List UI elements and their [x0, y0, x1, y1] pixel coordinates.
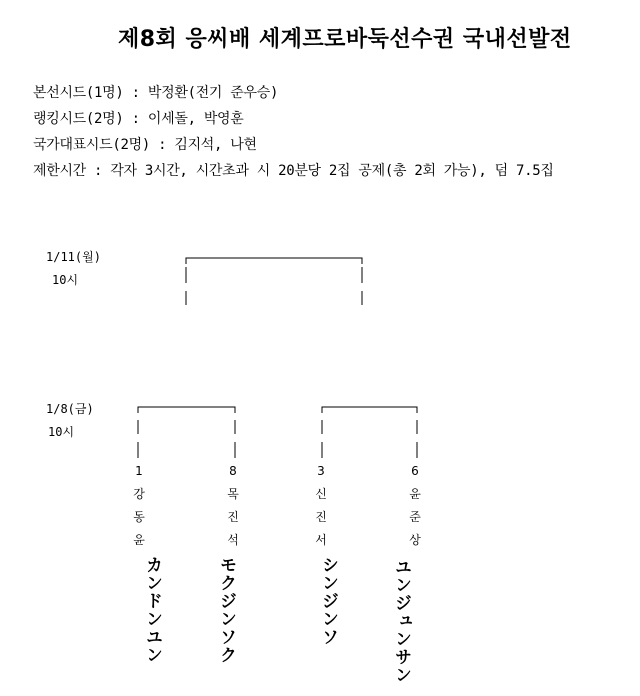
player-name-char: 강 [133, 487, 145, 501]
info-ranking-seed: 랭킹시드(2명) : 이세돌, 박영훈 [33, 111, 244, 127]
info-national-seed: 국가대표시드(2명) : 김지석, 나현 [33, 137, 257, 153]
round1-date: 1/8(금) [46, 402, 94, 416]
player-name-char: 목 [227, 487, 239, 501]
player-name-char: 신 [315, 487, 327, 501]
round1-left-bracket-top [138, 407, 235, 413]
player-name-char: 윤 [409, 487, 421, 501]
player-name-char: 준 [409, 510, 421, 524]
round1-time: 10시 [48, 425, 75, 439]
player-seed: 3 [317, 464, 325, 478]
info-main-seed: 본선시드(1명) : 박정환(전기 준우승) [33, 85, 279, 101]
player-name-char: 진 [227, 510, 239, 524]
player-katakana: シンジンソ [318, 556, 338, 646]
player-seed: 6 [411, 464, 419, 478]
round1-right-bracket-top [322, 407, 417, 413]
player-katakana: モクジンソク [216, 556, 236, 664]
player-name-char: 윤 [133, 533, 145, 547]
player-name-char: 상 [409, 533, 421, 547]
player-seed: 8 [229, 464, 237, 478]
round2-time: 10시 [52, 273, 79, 287]
player-name-char: 서 [315, 533, 327, 547]
player-name-char: 진 [315, 510, 327, 524]
player-name-char: 석 [227, 533, 239, 547]
info-time-limit: 제한시간 : 각자 3시간, 시간초과 시 20분당 2집 공제(총 2회 가능), 덤 7.5집 [33, 163, 554, 179]
player-seed: 1 [135, 464, 143, 478]
player-name-char: 동 [133, 510, 145, 524]
player-katakana: ユンジュンサン [391, 558, 411, 684]
round2-bracket-top [186, 258, 362, 264]
player-katakana: カンドンユン [142, 556, 162, 664]
round2-date: 1/11(월) [46, 250, 101, 264]
page-title: 제8회 응씨배 세계프로바둑선수권 국내선발전 [118, 27, 572, 52]
